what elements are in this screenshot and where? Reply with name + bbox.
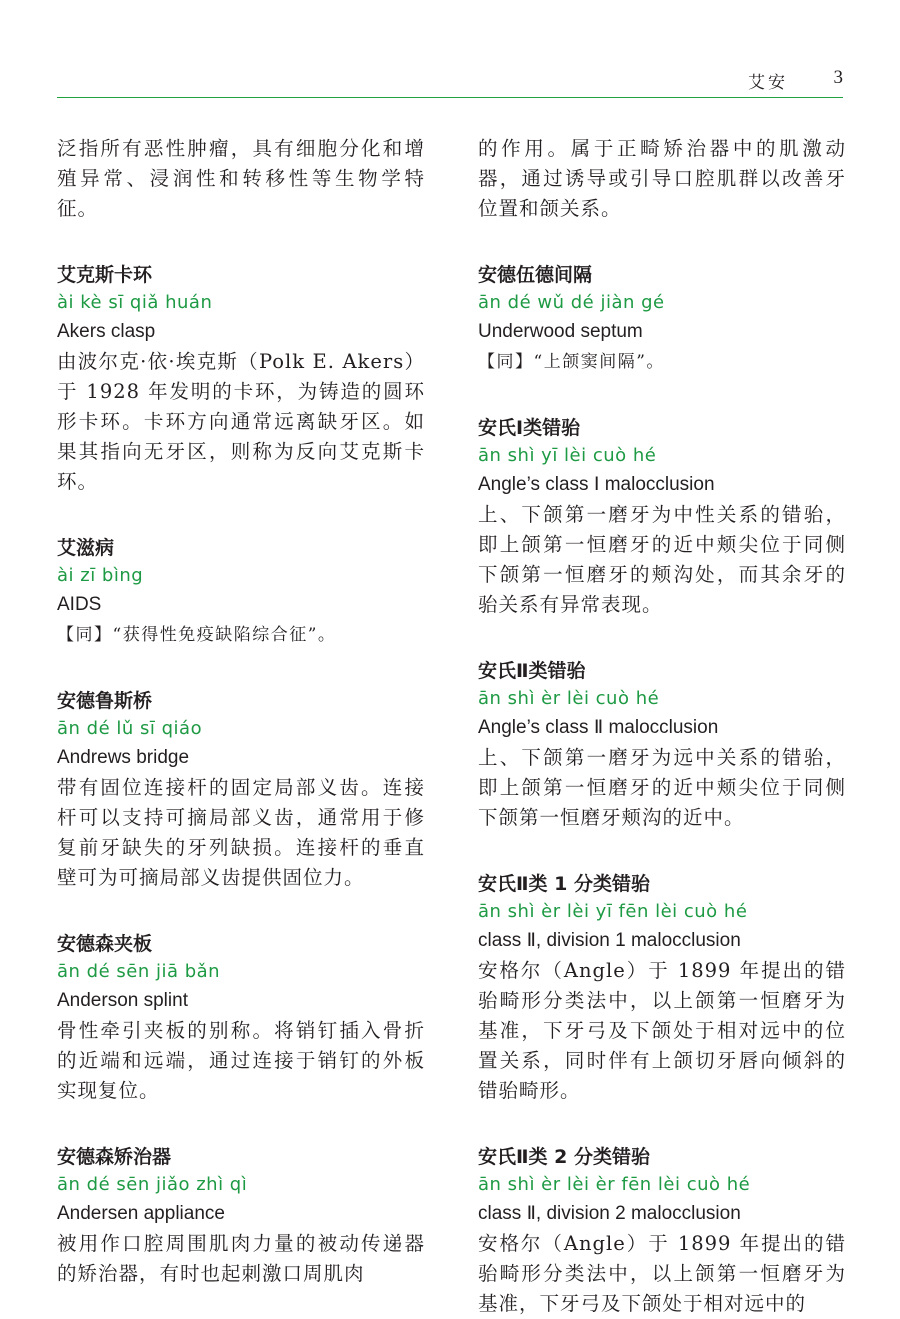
entry-english: Anderson splint (57, 990, 188, 1011)
dictionary-entry (478, 1143, 846, 1319)
entry-body: 泛指所有恶性肿瘤，具有细胞分化和增殖异常、浸润性和转移性等生物学特征。 (57, 137, 425, 220)
entry-headword: 安德森矫治器 (57, 1146, 172, 1168)
dictionary-entry (57, 930, 425, 1106)
entry-headword: 安德森夹板 (57, 933, 153, 955)
entry-english: AIDS (57, 594, 102, 615)
entry-english: class Ⅱ, division 1 malocclusion (478, 930, 741, 951)
continued-text (57, 134, 425, 224)
entry-pinyin: ān dé sēn jiā bǎn (57, 961, 221, 982)
cross-reference-tag: 【同】 (57, 625, 113, 645)
left-column (57, 134, 425, 1289)
dictionary-entry (57, 1143, 425, 1289)
cross-reference-text: “上颌窦间隔”。 (533, 352, 665, 372)
dictionary-entry (57, 261, 425, 497)
continued-text (478, 134, 846, 224)
entry-english: Underwood septum (478, 321, 643, 342)
dictionary-entry (478, 261, 846, 377)
entry-english: class Ⅱ, division 2 malocclusion (478, 1203, 741, 1224)
entry-pinyin: ān dé lǔ sī qiáo (57, 718, 203, 739)
entry-pinyin: ān dé sēn jiǎo zhì qì (57, 1174, 248, 1195)
cross-reference-text: “获得性免疫缺陷综合征”。 (112, 625, 337, 645)
entry-body: 上、下颌第一磨牙为远中关系的错骀，即上颌第一恒磨牙的近中颊尖位于同侧下颌第一恒磨牙颊沟的近中。 (478, 746, 846, 829)
entry-headword: 艾滋病 (57, 537, 115, 559)
dictionary-entry (57, 534, 425, 650)
entry-body: 安格尔（Angle）于 1899 年提出的错骀畸形分类法中，以上颌第一恒磨牙为基准，下牙弓及下颌处于相对远中的 (478, 1232, 846, 1315)
entry-pinyin: ài zī bìng (57, 565, 144, 586)
entry-body: 的作用。属于正畸矫治器中的肌激动器，通过诱导或引导口腔肌群以改善牙位置和颌关系。 (478, 137, 846, 220)
entry-body: 上、下颌第一磨牙为中性关系的错骀，即上颌第一恒磨牙的近中颊尖位于同侧下颌第一恒磨牙的颊沟处，而其余牙的骀关系有异常表现。 (478, 503, 846, 616)
entry-english: Akers clasp (57, 321, 156, 342)
entry-body: 安格尔（Angle）于 1899 年提出的错骀畸形分类法中，以上颌第一恒磨牙为基准，下牙弓及下颌处于相对远中的位置关系，同时伴有上颌切牙唇向倾斜的错骀畸形。 (478, 959, 846, 1102)
entry-pinyin: ān dé wǔ dé jiàn gé (478, 292, 665, 313)
entry-headword: 艾克斯卡环 (57, 264, 153, 286)
header-guide-word: 艾安 (748, 73, 788, 93)
entry-headword: 安氏Ⅰ类错骀 (478, 417, 581, 439)
entry-pinyin: ān shì èr lèi cuò hé (478, 688, 660, 709)
entry-cross-reference (478, 347, 846, 377)
entry-body: 由波尔克·依·埃克斯（Polk E. Akers）于 1928 年发明的卡环，为铸造的圆环形卡环。卡环方向通常远离缺牙区。如果其指向无牙区，则称为反向艾克斯卡环。 (57, 350, 425, 493)
dictionary-entry (478, 870, 846, 1106)
entry-pinyin: ān shì èr lèi èr fēn lèi cuò hé (478, 1174, 751, 1195)
entry-pinyin: ān shì yī lèi cuò hé (478, 445, 657, 466)
page-number: 3 (833, 67, 843, 88)
entry-english: Angle’s class Ⅰ malocclusion (478, 474, 715, 495)
dictionary-entry (57, 687, 425, 893)
entry-pinyin: ān shì èr lèi yī fēn lèi cuò hé (478, 901, 748, 922)
entry-cross-reference (57, 620, 425, 650)
entry-body: 骨性牵引夹板的别称。将销钉插入骨折的近端和远端，通过连接于销钉的外板实现复位。 (57, 1019, 425, 1102)
header-rule (57, 97, 843, 98)
entry-pinyin: ài kè sī qiǎ huán (57, 292, 213, 313)
entry-headword: 安氏Ⅱ类 1 分类错骀 (478, 873, 650, 895)
entry-english: Angle’s class Ⅱ malocclusion (478, 717, 719, 738)
entry-headword: 安德伍德间隔 (478, 264, 593, 286)
entry-english: Andersen appliance (57, 1203, 225, 1224)
entry-headword: 安氏Ⅱ类 2 分类错骀 (478, 1146, 650, 1168)
running-header (57, 66, 843, 96)
right-column (478, 134, 846, 1319)
entry-english: Andrews bridge (57, 747, 190, 768)
dictionary-entry (478, 657, 846, 833)
entry-headword: 安德鲁斯桥 (57, 690, 153, 712)
entry-headword: 安氏Ⅱ类错骀 (478, 660, 586, 682)
entry-body: 带有固位连接杆的固定局部义齿。连接杆可以支持可摘局部义齿，通常用于修复前牙缺失的牙列缺损。连接杆的垂直壁可为可摘局部义齿提供固位力。 (57, 776, 425, 889)
dictionary-entry (478, 414, 846, 620)
cross-reference-tag: 【同】 (478, 352, 534, 372)
entry-body: 被用作口腔周围肌肉力量的被动传递器的矫治器，有时也起刺激口周肌肉 (57, 1232, 425, 1285)
